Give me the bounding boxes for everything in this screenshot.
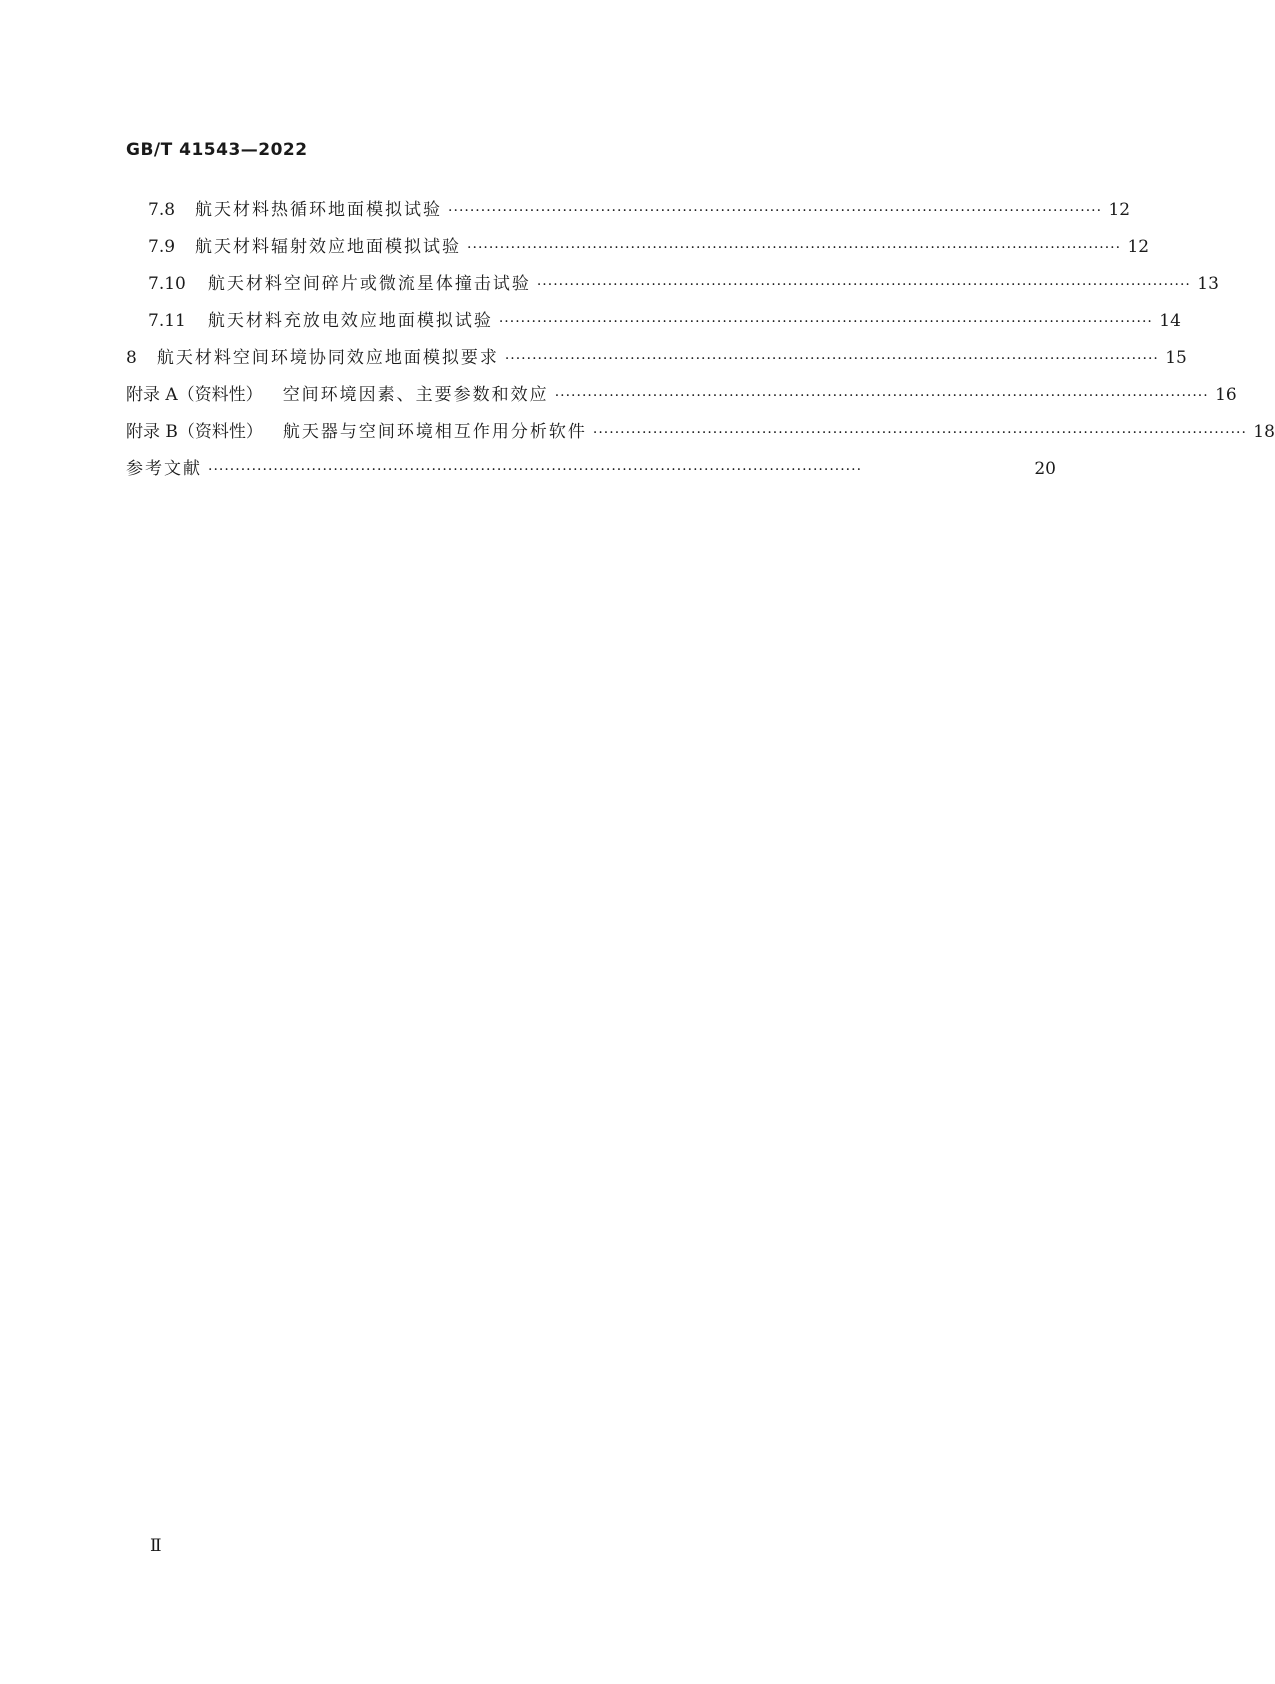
toc-entry-appendix-a[interactable] bbox=[126, 377, 1237, 414]
toc-entry-title: 航天材料热循环地面模拟试验 bbox=[195, 200, 443, 220]
toc-entry-title: 航天材料空间碎片或微流星体撞击试验 bbox=[207, 274, 531, 294]
toc-entry-7-9[interactable] bbox=[126, 229, 1150, 266]
toc-entry-number: 7.10 bbox=[148, 274, 186, 294]
toc-entry-number: 8 bbox=[126, 348, 137, 368]
toc-entry-page: 15 bbox=[1165, 348, 1187, 368]
toc-entry-page: 16 bbox=[1215, 385, 1237, 405]
toc-entry-title: 航天材料充放电效应地面模拟试验 bbox=[207, 311, 493, 331]
standard-code-header: GB/T 41543—2022 bbox=[126, 140, 308, 160]
toc-entry-title: 空间环境因素、主要参数和效应 bbox=[282, 385, 549, 405]
toc-entry-number: 附录 B（资料性） bbox=[126, 422, 263, 442]
toc-entry-page: 12 bbox=[1127, 237, 1150, 257]
toc-entry-page: 12 bbox=[1108, 200, 1131, 220]
toc-entry-references[interactable] bbox=[126, 451, 1056, 488]
toc-entry-7-8[interactable] bbox=[126, 192, 1131, 229]
toc-entry-number: 7.8 bbox=[148, 200, 176, 220]
toc-leader-dots: ························································································································ bbox=[448, 203, 1103, 219]
page-number-footer: Ⅱ bbox=[150, 1536, 162, 1556]
toc-leader-dots: ························································································································ bbox=[467, 240, 1122, 256]
toc-entry-title: 参考文献 bbox=[126, 459, 202, 479]
toc-entry-page: 13 bbox=[1197, 274, 1219, 294]
toc-entry-8[interactable] bbox=[126, 340, 1187, 377]
toc-entry-number: 7.11 bbox=[148, 311, 186, 331]
toc-leader-dots: ························································································································ bbox=[554, 388, 1209, 404]
toc-leader-dots: ························································································································ bbox=[536, 277, 1191, 293]
toc-entry-title: 航天器与空间环境相互作用分析软件 bbox=[282, 422, 587, 442]
toc-entry-title: 航天材料辐射效应地面模拟试验 bbox=[195, 237, 462, 257]
toc-entry-appendix-b[interactable] bbox=[126, 414, 1275, 451]
toc-leader-dots: ························································································································ bbox=[504, 351, 1159, 367]
toc-entry-number: 附录 A（资料性） bbox=[126, 385, 263, 405]
toc-entry-page: 20 bbox=[1034, 459, 1056, 479]
toc-entry-number: 7.9 bbox=[148, 237, 176, 257]
toc-entry-7-11[interactable] bbox=[126, 303, 1181, 340]
toc-leader-dots: ························································································································ bbox=[208, 462, 863, 478]
toc-entry-7-10[interactable] bbox=[126, 266, 1219, 303]
table-of-contents bbox=[126, 192, 1275, 488]
toc-entry-page: 14 bbox=[1159, 311, 1181, 331]
toc-leader-dots: ························································································································ bbox=[498, 314, 1153, 330]
toc-entry-page: 18 bbox=[1253, 422, 1275, 442]
toc-entry-title: 航天材料空间环境协同效应地面模拟要求 bbox=[156, 348, 499, 368]
toc-leader-dots: ························································································································ bbox=[592, 425, 1247, 441]
